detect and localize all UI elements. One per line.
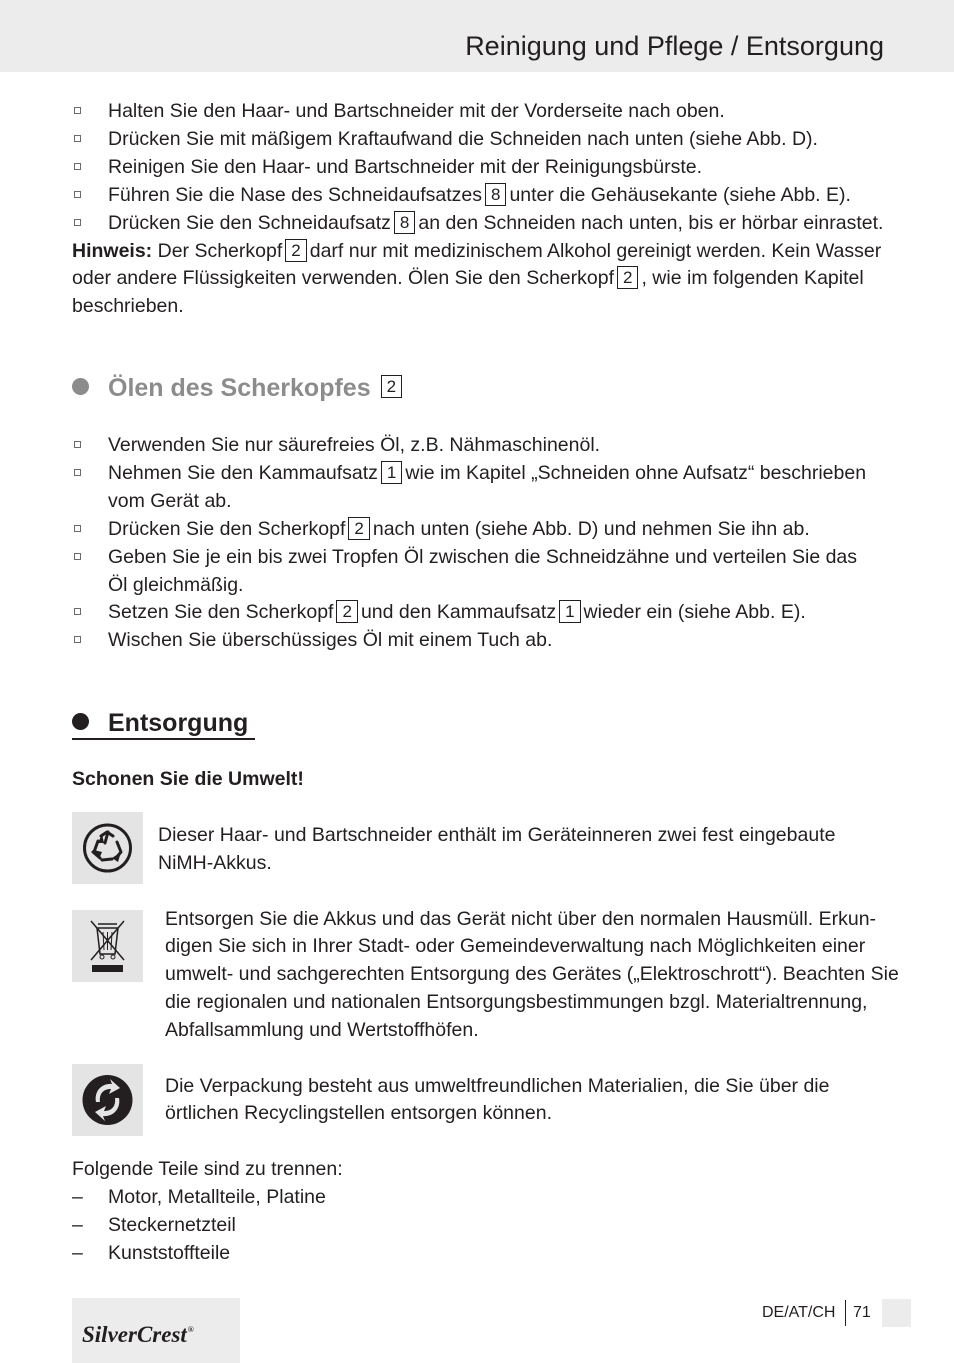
recycle-icon bbox=[72, 812, 143, 884]
part-ref: 8 bbox=[394, 211, 415, 234]
part-ref: 2 bbox=[348, 517, 369, 540]
subheading: Schonen Sie die Umwelt! bbox=[72, 768, 304, 790]
checkbox-icon bbox=[74, 525, 81, 532]
bullet-dot-icon bbox=[72, 378, 89, 395]
part-ref: 8 bbox=[485, 183, 506, 206]
dash-icon: – bbox=[72, 1214, 83, 1236]
page-header bbox=[0, 0, 954, 72]
checkbox-icon bbox=[74, 191, 81, 198]
section-heading-disposal: Entsorgung bbox=[72, 706, 248, 740]
note-label: Hinweis: bbox=[72, 240, 153, 262]
part-ref: 2 bbox=[336, 600, 357, 623]
page-number: 71 bbox=[853, 1304, 871, 1321]
footer-divider bbox=[845, 1300, 846, 1326]
note-line: beschrieben. bbox=[72, 295, 184, 317]
brand-logo: SilverCrest® bbox=[72, 1298, 240, 1363]
list-item: Kunststoffteile bbox=[108, 1242, 231, 1264]
crossed-bin-icon bbox=[72, 910, 143, 982]
checkbox-icon bbox=[74, 441, 81, 448]
green-dot-icon bbox=[72, 1064, 143, 1136]
list-item: Motor, Metallteile, Platine bbox=[108, 1186, 326, 1208]
checkbox-icon bbox=[74, 219, 81, 226]
dash-icon: – bbox=[72, 1186, 83, 1208]
part-ref: 2 bbox=[285, 239, 306, 262]
disposal-text: Abfallsammlung und Wertstoffhöfen. bbox=[165, 1019, 479, 1041]
disposal-text: örtlichen Recyclingstellen entsorgen können. bbox=[165, 1102, 552, 1124]
disposal-text: Dieser Haar- und Bartschneider enthält im Geräteinneren zwei fest eingebaute bbox=[158, 824, 836, 846]
checkbox-icon bbox=[74, 636, 81, 643]
checkbox-icon bbox=[74, 469, 81, 476]
part-ref: 1 bbox=[381, 461, 402, 484]
note-line: Hinweis: Der Scherkopf 2 darf nur mit medizinischem Alkohol gereinigt werden. Kein Wasser bbox=[72, 240, 882, 262]
list-item: Steckernetzteil bbox=[108, 1214, 236, 1236]
part-ref: 2 bbox=[381, 375, 402, 398]
page-title: Reinigung und Pflege / Entsorgung bbox=[465, 31, 884, 61]
disposal-text: Die Verpackung besteht aus umweltfreundlichen Materialien, die Sie über die bbox=[165, 1075, 830, 1097]
heading-underline bbox=[72, 738, 255, 740]
checkbox-icon bbox=[74, 107, 81, 114]
checkbox-icon bbox=[74, 553, 81, 560]
disposal-text: digen Sie sich in Ihrer Stadt- oder Gemeindeverwaltung nach Möglichkeiten einer bbox=[165, 935, 866, 957]
disposal-text: umwelt- und sachgerechten Entsorgung des Gerätes („Elektroschrott“). Beachten Sie bbox=[165, 963, 899, 985]
part-ref: 2 bbox=[617, 266, 638, 289]
dash-icon: – bbox=[72, 1242, 83, 1264]
part-ref: 1 bbox=[559, 600, 580, 623]
checkbox-icon bbox=[74, 135, 81, 142]
disposal-text: NiMH-Akkus. bbox=[158, 852, 272, 874]
note-line: oder andere Flüssigkeiten verwenden. Ölen Sie den Scherkopf 2 , wie im folgenden Kapitel bbox=[72, 267, 864, 289]
language-label: DE/AT/CH bbox=[762, 1304, 836, 1321]
section-heading-oiling: Ölen des Scherkopfes 2 bbox=[72, 371, 405, 405]
disposal-text: Entsorgen Sie die Akkus und das Gerät nicht über den normalen Hausmüll. Erkun- bbox=[165, 908, 877, 930]
separate-intro: Folgende Teile sind zu trennen: bbox=[72, 1158, 343, 1180]
disposal-text: die regionalen und nationalen Entsorgungsbestimmungen bzgl. Materialtrennung, bbox=[165, 991, 868, 1013]
checkbox-icon bbox=[74, 163, 81, 170]
bullet-dot-icon bbox=[72, 713, 89, 730]
footer-tab bbox=[882, 1299, 911, 1327]
checkbox-icon bbox=[74, 608, 81, 615]
